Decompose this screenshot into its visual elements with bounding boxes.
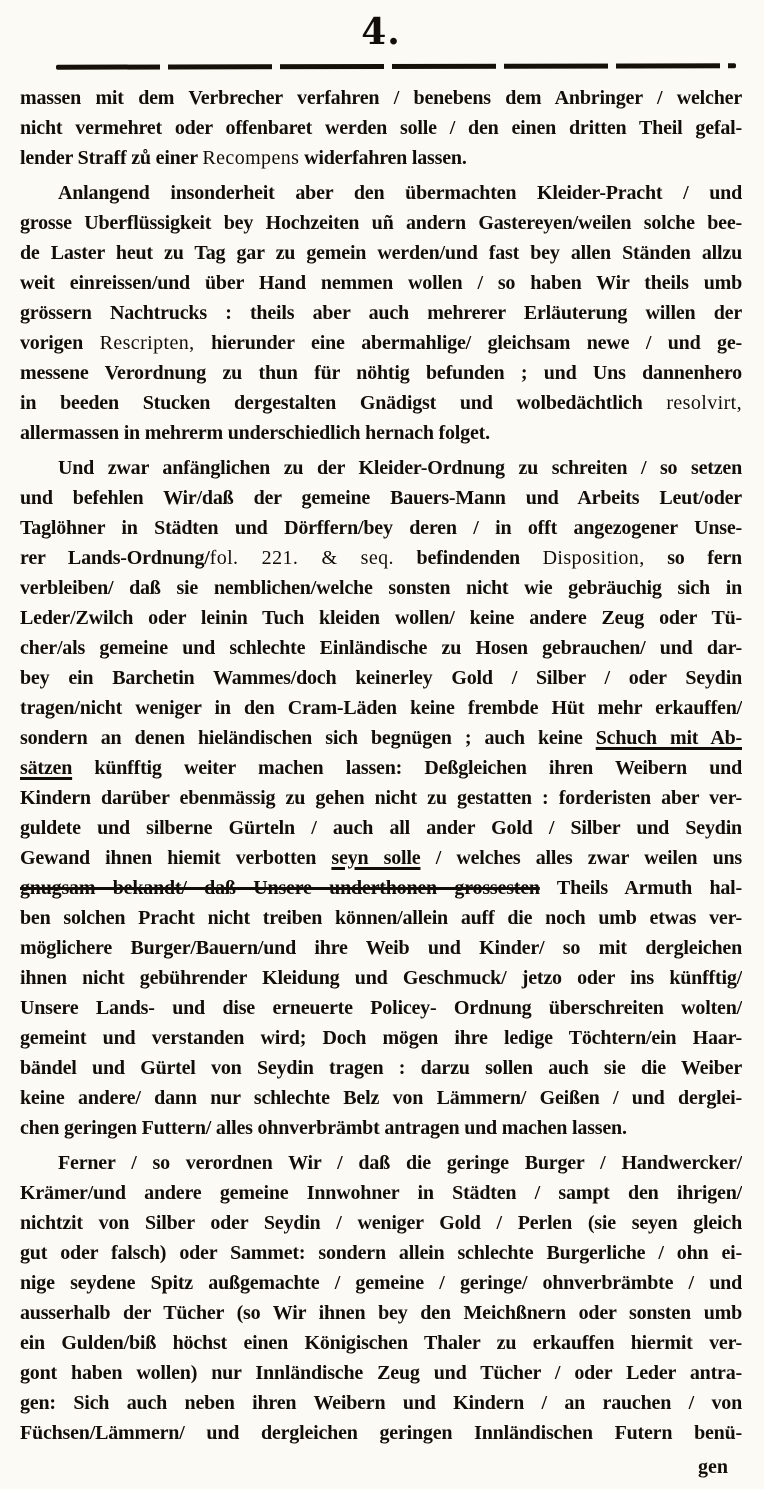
text-line — [20, 418, 742, 448]
text-line — [20, 453, 742, 483]
text-line — [20, 633, 742, 663]
text-line — [20, 663, 742, 693]
text-line — [20, 873, 742, 903]
text-segment: tragen/nicht weniger in den Cram-Läden keine frembde Hüt mehr erkauffen/ — [20, 697, 742, 719]
text-line — [20, 813, 742, 843]
text-line — [20, 178, 742, 208]
text-segment: Leder/Zwilch oder leinin Tuch kleiden wollen/ keine andere Zeug oder Tü- — [20, 607, 742, 629]
text-line — [20, 1023, 742, 1053]
text-line — [20, 388, 742, 418]
page-number: 4. — [361, 11, 401, 53]
text-segment: Kindern darüber ebenmässig zu gehen nicht zu gestatten : forderisten aber ver- — [20, 787, 742, 809]
text-line — [20, 903, 742, 933]
antiqua-text: Rescripten, — [99, 332, 195, 354]
underlined-text: Schuch mit Ab- — [595, 727, 742, 749]
text-segment: / welches alles zwar weilen uns — [420, 847, 742, 869]
text-segment: und befehlen Wir/daß der gemeine Bauers-Mann und Arbeits Leut/oder — [20, 487, 742, 509]
text-segment: cher/als gemeine und schlechte Einländische zu Hosen gebrauchen/ und dar- — [20, 637, 742, 659]
text-segment: gemeint und verstanden wird; Doch mögen ihre ledige Töchtern/ein Haar- — [20, 1027, 742, 1049]
text-line — [20, 1358, 742, 1388]
text-segment: Ferner / so verordnen Wir / daß die geringe Burger / Handwercker/ — [58, 1152, 742, 1174]
text-line — [20, 963, 742, 993]
text-segment: allermassen in mehrerm underschiedlich hernach folget. — [20, 422, 490, 444]
text-line — [20, 723, 742, 753]
text-segment: hierunder eine abermahlige/ gleichsam newe / und ge- — [194, 332, 742, 354]
text-segment: Taglöhner in Städten und Dörffern/bey deren / in offt angezogener Unse- — [20, 517, 742, 539]
catchword: gen — [698, 1456, 728, 1478]
text-line — [20, 753, 742, 783]
text-line — [20, 1328, 742, 1358]
text-line — [20, 1113, 742, 1143]
text-line — [20, 843, 742, 873]
paragraph — [20, 453, 742, 1143]
text-line — [20, 993, 742, 1023]
text-segment: Füchsen/Lämmern/ und dergleichen geringen Innländischen Futern benü- — [20, 1422, 742, 1444]
text-segment: grosse Uberflüssigkeit bey Hochzeiten uñ andern Gastereyen/weilen solche bee- — [20, 212, 742, 234]
text-segment: Unsere Lands- und dise erneuerte Policey- Ordnung überschreiten wolten/ — [20, 997, 742, 1019]
text-segment: messene Verordnung zu thun für nöhtig befunden ; und Uns dannenhero — [20, 362, 742, 384]
text-line — [20, 573, 742, 603]
text-segment: in beeden Stucken dergestalten Gnädigst und wolbedächtlich — [20, 392, 667, 414]
text-line — [20, 143, 742, 173]
text-segment: ein Gulden/biß höchst einen Königischen Thaler zu erkauffen hiermit ver- — [20, 1332, 742, 1354]
paragraph — [20, 83, 742, 173]
text-segment: grössern Nachtrucks : theils aber auch mehrerer Erläuterung willen der — [20, 302, 742, 324]
underlined-text: sätzen — [20, 757, 73, 779]
text-line — [20, 1418, 742, 1448]
text-line — [20, 358, 742, 388]
text-segment: befindenden — [393, 547, 543, 569]
antiqua-text: Recompens — [202, 147, 300, 169]
document-body — [20, 83, 742, 1448]
text-line — [20, 328, 742, 358]
text-line — [20, 238, 742, 268]
text-line — [20, 1238, 742, 1268]
text-segment: Anlangend insonderheit aber den übermachten Kleider-Pracht / und — [58, 182, 742, 204]
text-segment: gut oder falsch) oder Sammet: sondern allein schlechte Burgerliche / ohn ei- — [20, 1242, 742, 1264]
text-segment: Theils Armuth hal- — [539, 877, 742, 899]
text-line — [20, 113, 742, 143]
text-segment: so fern — [644, 547, 742, 569]
text-line — [20, 603, 742, 633]
text-line — [20, 783, 742, 813]
text-segment: lender Straff zů einer — [20, 147, 203, 169]
text-segment: de Laster heut zu Tag gar zu gemein werden/und fast bey allen Ständen allzu — [20, 242, 742, 264]
text-segment: chen geringen Futtern/ alles ohnverbrämbt antragen und machen lassen. — [20, 1117, 627, 1139]
text-line — [20, 1268, 742, 1298]
text-line — [20, 1148, 742, 1178]
text-segment: gont haben wollen) nur Innländische Zeug und Tücher / oder Leder antra- — [20, 1362, 742, 1384]
text-segment: ben solchen Pracht nicht treiben können/allein auff die noch umb etwas ver- — [20, 907, 742, 929]
antiqua-text: resolvirt, — [666, 392, 742, 414]
text-segment: nichtzit von Silber oder Seydin / weniger Gold / Perlen (sie seyen gleich — [20, 1212, 742, 1234]
text-line — [20, 1178, 742, 1208]
text-line — [20, 208, 742, 238]
text-line — [20, 693, 742, 723]
text-line — [20, 1053, 742, 1083]
text-line — [20, 933, 742, 963]
text-line — [20, 268, 742, 298]
antiqua-text: Disposition, — [542, 547, 645, 569]
text-line — [20, 483, 742, 513]
text-segment: bey ein Barchetin Wammes/doch keinerley Gold / Silber / oder Seydin — [20, 667, 742, 689]
text-segment: künfftig weiter machen lassen: Deßgleichen ihren Weibern und — [72, 757, 742, 779]
text-line — [20, 1083, 742, 1113]
text-segment: Krämer/und andere gemeine Innwohner in Städten / sampt den ihrigen/ — [20, 1182, 742, 1204]
text-segment: gen: Sich auch neben ihren Weibern und Kindern / an rauchen / von — [20, 1392, 742, 1414]
text-segment: Und zwar anfänglichen zu der Kleider-Ordnung zu schreiten / so setzen — [58, 457, 742, 479]
text-segment: massen mit dem Verbrecher verfahren / benebens dem Anbringer / welcher — [20, 87, 742, 109]
text-segment: ihnen nicht gebührender Kleidung und Geschmuck/ jetzo oder ins künfftig/ — [20, 967, 742, 989]
paragraph — [20, 1148, 742, 1448]
text-segment: nicht vermehret oder offenbaret werden solle / den einen dritten Theil gefal- — [20, 117, 742, 139]
header-rule — [56, 63, 736, 69]
underlined-text: seyn solle — [331, 847, 421, 869]
text-line — [20, 1298, 742, 1328]
text-line — [20, 1208, 742, 1238]
text-segment: möglichere Burger/Bauern/und ihre Weib und Kinder/ so mit dergleichen — [20, 937, 742, 959]
text-segment: ausserhalb der Tücher (so Wir ihnen bey den Meichßnern oder sonsten umb — [20, 1302, 742, 1324]
text-segment: nige seydene Spitz außgemachte / gemeine / geringe/ ohnverbrämbte / und — [20, 1272, 742, 1294]
text-segment: keine andere/ dann nur schlechte Belz von Lämmern/ Geißen / und derglei- — [20, 1087, 742, 1109]
text-line — [20, 83, 742, 113]
text-segment: verbleiben/ daß sie nemblichen/welche sonsten nicht wie gebräuchig sich in — [20, 577, 742, 599]
text-segment: rer Lands-Ordnung/ — [20, 547, 210, 569]
text-segment: bändel und Gürtel von Seydin tragen : darzu sollen auch sie die Weiber — [20, 1057, 742, 1079]
text-line — [20, 298, 742, 328]
text-line — [20, 543, 742, 573]
text-segment: guldete und silberne Gürteln / auch all ander Gold / Silber und Seydin — [20, 817, 742, 839]
text-line — [20, 1388, 742, 1418]
text-segment: sondern an denen hieländischen sich begnügen ; auch keine — [20, 727, 596, 749]
struck-text: gnugsam bekandt/ daß Unsere underthonen grossesten — [20, 877, 540, 899]
antiqua-text: fol. 221. & seq. — [209, 547, 394, 569]
text-segment: Gewand ihnen hiemit verbotten — [20, 847, 332, 869]
text-line — [20, 513, 742, 543]
text-segment: widerfahren lassen. — [299, 147, 467, 169]
text-segment: weit einreissen/und über Hand nemmen wollen / so haben Wir theils umb — [20, 272, 742, 294]
paragraph — [20, 178, 742, 448]
text-segment: vorigen — [20, 332, 100, 354]
